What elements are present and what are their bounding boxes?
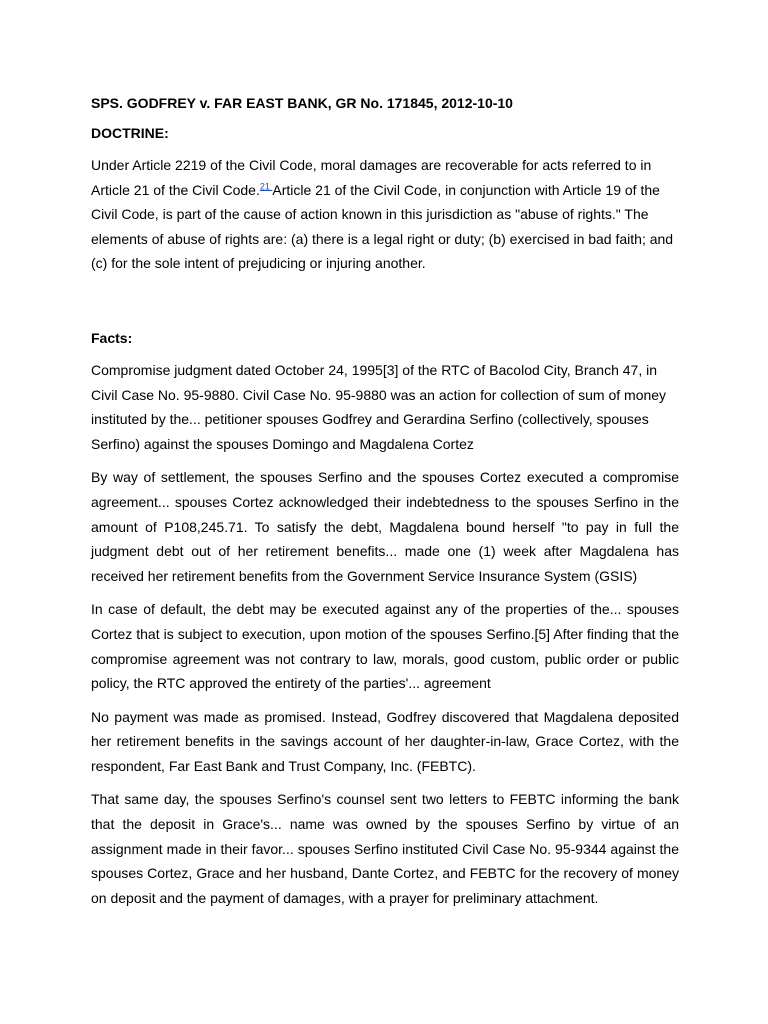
facts-paragraph: No payment was made as promised. Instead, Godfrey discovered that Magdalena deposited her retirement benefits in the savings account of her daughter-in-law, Grace Cortez, with the respondent, Far East Bank and Trust Company, Inc. (FEBTC). xyxy=(91,708,679,774)
case-title: SPS. GODFREY v. FAR EAST BANK, GR No. 171845, 2012-10-10 xyxy=(91,95,513,111)
facts-paragraph: That same day, the spouses Serfino's counsel sent two letters to FEBTC informing the bank that the deposit in Grace's... name was owned by the spouses Serfino by virtue of an assignment made in their favor... spouses Serfino instituted Civil Case No. 95-9344 against the spouses Cortez, Grace and her husband, Dante Cortez, and FEBTC for the recovery of money on deposit and the payment of damages, with a prayer for preliminary attachment. xyxy=(91,791,679,906)
doctrine-text-part1: Under Article 2219 of the Civil Code, moral damages are recoverable for acts referred to in Article 21 of the Civil Code. xyxy=(91,157,652,198)
facts-heading: Facts: xyxy=(91,329,133,346)
facts-paragraph: Compromise judgment dated October 24, 1995[3] of the RTC of Bacolod City, Branch 47, in Civil Case No. 95-9880. Civil Case No. 95-9880 was an action for collection of sum of money instituted by the... petitioner spouses Godfrey and Gerardina Serfino (collectively, spouses Serfino) against the spouses Domingo and Magdalena Cortez xyxy=(91,361,667,452)
doctrine-paragraph xyxy=(91,153,679,276)
footnote-link[interactable]: 21 xyxy=(259,180,273,191)
doctrine-heading: DOCTRINE: xyxy=(91,125,169,141)
facts-paragraph: In case of default, the debt may be executed against any of the properties of the... spouses Cortez that is subject to execution, upon motion of the spouses Serfino.[5] After finding that the compromise agreement was not contrary to law, morals, good custom, public order or public policy, the RTC approved the entirety of the parties'... agreement xyxy=(91,601,679,692)
document-page xyxy=(91,93,679,919)
doctrine-text-part2: Article 21 of the Civil Code, in conjunction with Article 19 of the Civil Code, is part of the cause of action known in this jurisdiction as "abuse of rights." The elements of abuse of rights are: (a) there is a legal right or duty; (b) exercised in bad faith; and (c) for the sole intent of prejudicing or injuring another. xyxy=(91,181,674,272)
facts-paragraph: By way of settlement, the spouses Serfino and the spouses Cortez executed a compromise agreement... spouses Cortez acknowledged their indebtedness to the spouses Serfino in the amount of P108,245.71. To satisfy the debt, Magdalena bound herself "to pay in full the judgment debt out of her retirement benefits... made one (1) week after Magdalena has received her retirement benefits from the Government Service Insurance System (GSIS) xyxy=(91,469,679,584)
section-spacer xyxy=(91,285,679,328)
